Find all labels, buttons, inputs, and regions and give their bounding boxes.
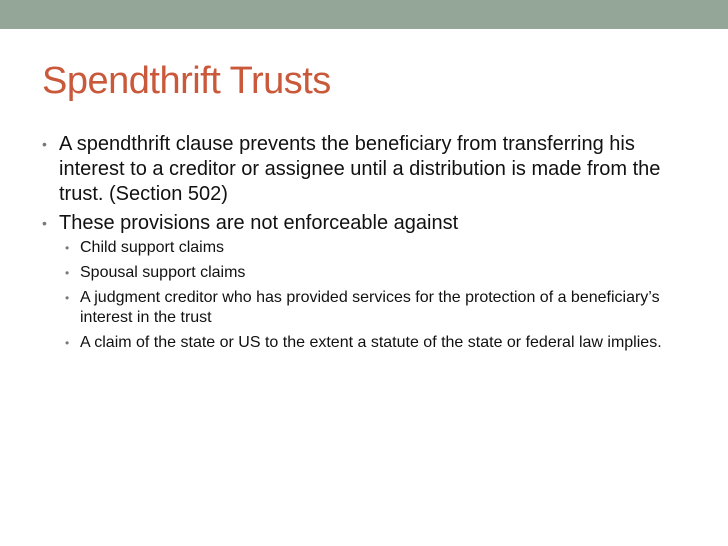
bullet-text: These provisions are not enforceable against — [59, 212, 459, 234]
sub-bullet-item — [63, 263, 702, 283]
sub-bullet-item — [63, 333, 702, 353]
sub-bullet-text: Child support claims — [80, 239, 225, 256]
bullet-dot-icon: • — [42, 215, 47, 231]
sub-bullet-item — [63, 288, 702, 328]
sub-bullet-text: A claim of the state or US to the extent a statute of the state or federal law implies. — [80, 334, 662, 351]
bullet-item — [42, 132, 702, 207]
bullet-dot-icon: • — [65, 336, 70, 350]
slide-title: Spendthrift Trusts — [42, 60, 331, 102]
sub-bullet-text: A judgment creditor who has provided services for the protection of a beneficiary’s interest in the trust — [80, 289, 660, 326]
bullet-item — [42, 211, 702, 353]
bullet-list — [42, 132, 702, 358]
bullet-dot-icon: • — [65, 241, 70, 255]
header-band — [0, 0, 728, 29]
bullet-dot-icon: • — [65, 266, 70, 280]
sub-bullet-list — [63, 238, 702, 353]
bullet-text: A spendthrift clause prevents the beneficiary from transferring his interest to a creditor or assignee until a distribution is made from the trust. (Section 502) — [59, 133, 661, 205]
bullet-dot-icon: • — [42, 136, 47, 152]
sub-bullet-text: Spousal support claims — [80, 264, 246, 281]
sub-bullet-item — [63, 238, 702, 258]
bullet-dot-icon: • — [65, 291, 70, 305]
